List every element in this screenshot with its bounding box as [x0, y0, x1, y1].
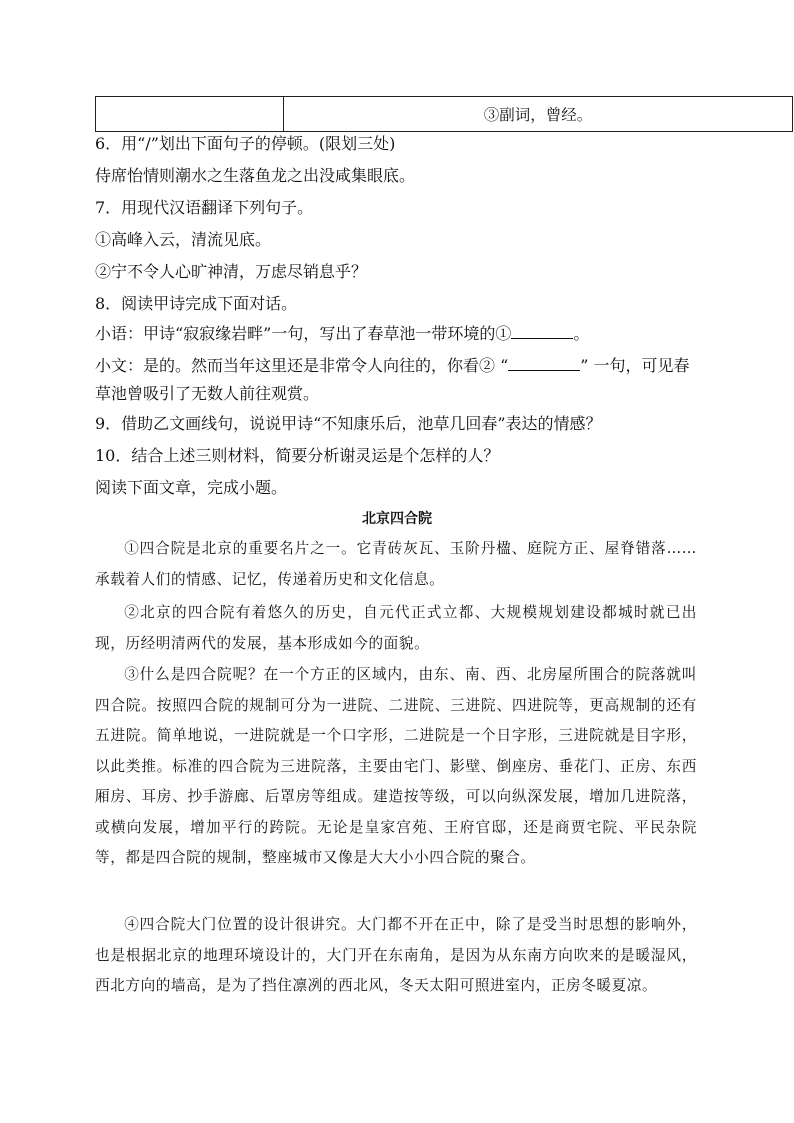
- question-7: 7．用现代汉语翻译下列句子。: [95, 198, 314, 217]
- xiaoyu-text: 小语：甲诗“寂寂缘岩畔”一句，写出了春草池一带环境的①: [95, 324, 512, 343]
- answer-blank-1[interactable]: [511, 324, 573, 339]
- article-paragraph-4: ④四合院大门位置的设计很讲究。大门都不开在正中，除了是受当时思想的影响外，也是根据北京的地理环境设计的，大门开在东南角，是因为从东南方向吹来的是暖湿风，西北方向的墙高，是为了挡住凛冽的西北风，冬天太阳可照进室内，正房冬暖夏凉。: [95, 916, 697, 994]
- answer-blank-2[interactable]: [508, 356, 580, 371]
- question-9: 9．借助乙文画线句，说说甲诗“不知康乐后，池草几回春”表达的情感？: [95, 414, 602, 433]
- answer-table-row: [95, 96, 793, 132]
- table-cell-empty: [96, 97, 284, 131]
- table-cell-definition: ③副词，曾经。: [483, 106, 593, 124]
- question-6-sentence: 侍席怡情则潮水之生落鱼龙之出没咸集眼底。: [95, 166, 416, 185]
- xiaowen-text: 小文：是的。然而当年这里还是非常令人向往的，你看② “: [95, 356, 509, 375]
- article-paragraph-3: ③什么是四合院呢？在一个方正的区域内，由东、南、西、北房屋所围合的院落就叫四合院。按照四合院的规制可分为一进院、二进院、三进院、四进院等，更高规制的还有五进院。简单地说，一进院就是一个口字形，二进院是一个日字形，三进院就是目字形，以此类推。标准的四合院为三进院落，主要由宅门、影壁、倒座房、垂花门、正房、东西厢房、耳房、抄手游廊、后罩房等组成。建造按等级，可以向纵深发展，增加几进院落，或横向发展，增加平行的跨院。无论是皇家宫苑、王府官邸，还是商贾宅院、平民杂院等，都是四合院的规制，整座城市又像是大大小小四合院的聚合。: [95, 666, 697, 866]
- article-paragraph-1: ①四合院是北京的重要名片之一。它青砖灰瓦、玉阶丹楹、庭院方正、屋脊错落……承载着人们的情感、记忆，传递着历史和文化信息。: [95, 540, 697, 588]
- question-10: 10．结合上述三则材料，简要分析谢灵运是个怎样的人？: [95, 446, 500, 465]
- article-paragraph-2: ②北京的四合院有着悠久的历史，自元代正式立都、大规模规划建设都城时就已出现，历经明清两代的发展，基本形成如今的面貌。: [95, 604, 697, 652]
- question-8-xiaowen-cont: 草池曾吸引了无数人前往观赏。: [95, 384, 320, 403]
- question-7-item-2: ②宁不令人心旷神清，万虑尽销息乎？: [95, 262, 368, 281]
- question-8-xiaoyu: [95, 324, 589, 344]
- question-6: 6．用“/”划出下面句子的停顿。(限划三处): [95, 134, 396, 153]
- question-8-xiaowen: [95, 356, 690, 376]
- reading-intro: 阅读下面文章，完成小题。: [95, 478, 288, 497]
- xiaoyu-end: 。: [573, 324, 590, 343]
- xiaowen-text-end: ” 一句，可见春: [580, 356, 690, 375]
- article-title: 北京四合院: [362, 511, 432, 527]
- question-8: 8．阅读甲诗完成下面对话。: [95, 294, 298, 313]
- question-7-item-1: ①高峰入云，清流见底。: [95, 230, 272, 249]
